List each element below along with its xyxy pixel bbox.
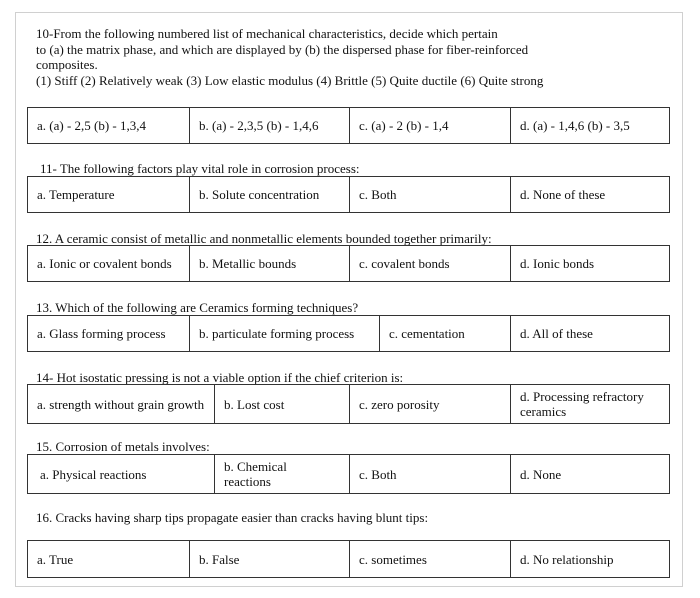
q15-option-a[interactable]: a. Physical reactions [28, 455, 215, 493]
q16-option-a[interactable]: a. True [28, 541, 190, 577]
question-10-line-1: 10-From the following numbered list of mechanical characteristics, decide which pertain [36, 26, 498, 41]
q12-option-b[interactable]: b. Metallic bounds [190, 246, 350, 281]
question-11-options [27, 176, 670, 213]
question-16-options [27, 540, 670, 578]
q15-option-c[interactable]: c. Both [350, 455, 511, 493]
question-12-text: 12. A ceramic consist of metallic and nonmetallic elements bounded together primarily: [36, 231, 492, 246]
q13-option-c[interactable]: c. cementation [380, 316, 511, 351]
q11-option-a[interactable]: a. Temperature [28, 177, 190, 212]
q10-option-b[interactable]: b. (a) - 2,3,5 (b) - 1,4,6 [190, 108, 350, 143]
q10-option-a[interactable]: a. (a) - 2,5 (b) - 1,3,4 [28, 108, 190, 143]
q12-option-d[interactable]: d. Ionic bonds [520, 256, 595, 271]
q15-option-b[interactable]: b. Chemical reactions [215, 455, 350, 493]
question-16-text: 16. Cracks having sharp tips propagate easier than cracks having blunt tips: [36, 510, 429, 525]
q15-option-d[interactable]: d. None [520, 466, 562, 482]
q10-option-c[interactable]: c. (a) - 2 (b) - 1,4 [350, 108, 511, 143]
q14-option-a[interactable]: a. strength without grain growth [28, 385, 215, 423]
question-13-options [27, 315, 670, 352]
q14-option-b[interactable]: b. Lost cost [215, 385, 350, 423]
question-15-text: 15. Corrosion of metals involves: [36, 439, 210, 454]
q16-option-b[interactable]: b. False [190, 541, 350, 577]
q14-option-c[interactable]: c. zero porosity [350, 385, 511, 423]
q12-option-a[interactable]: a. Ionic or covalent bonds [28, 246, 190, 281]
q13-option-d[interactable]: d. All of these [520, 326, 593, 341]
q14-option-d[interactable]: d. Processing refractory ceramics [520, 389, 644, 419]
question-10-line-3: composites. [36, 57, 98, 72]
question-12-options [27, 245, 670, 282]
question-14-options [27, 384, 670, 424]
q12-option-c[interactable]: c. covalent bonds [350, 246, 511, 281]
question-10-line-2: to (a) the matrix phase, and which are displayed by (b) the dispersed phase for fiber-reinforced [36, 42, 529, 57]
question-10-options [27, 107, 670, 144]
q11-option-d[interactable]: d. None of these [520, 187, 606, 202]
q16-option-c[interactable]: c. sometimes [350, 541, 511, 577]
q11-option-c[interactable]: c. Both [350, 177, 511, 212]
question-15-options [27, 454, 670, 494]
q10-option-d[interactable]: d. (a) - 1,4,6 (b) - 3,5 [520, 118, 630, 133]
q13-option-b[interactable]: b. particulate forming process [190, 316, 380, 351]
q13-option-a[interactable]: a. Glass forming process [28, 316, 190, 351]
question-13-text: 13. Which of the following are Ceramics forming techniques? [36, 300, 359, 315]
question-11-text: 11- The following factors play vital role in corrosion process: [40, 161, 360, 176]
q16-option-d[interactable]: d. No relationship [520, 551, 614, 567]
q11-option-b[interactable]: b. Solute concentration [190, 177, 350, 212]
question-14-text: 14- Hot isostatic pressing is not a viable option if the chief criterion is: [36, 370, 404, 385]
question-10-line-4: (1) Stiff (2) Relatively weak (3) Low elastic modulus (4) Brittle (5) Quite ductile (6) Quite strong [36, 73, 544, 88]
